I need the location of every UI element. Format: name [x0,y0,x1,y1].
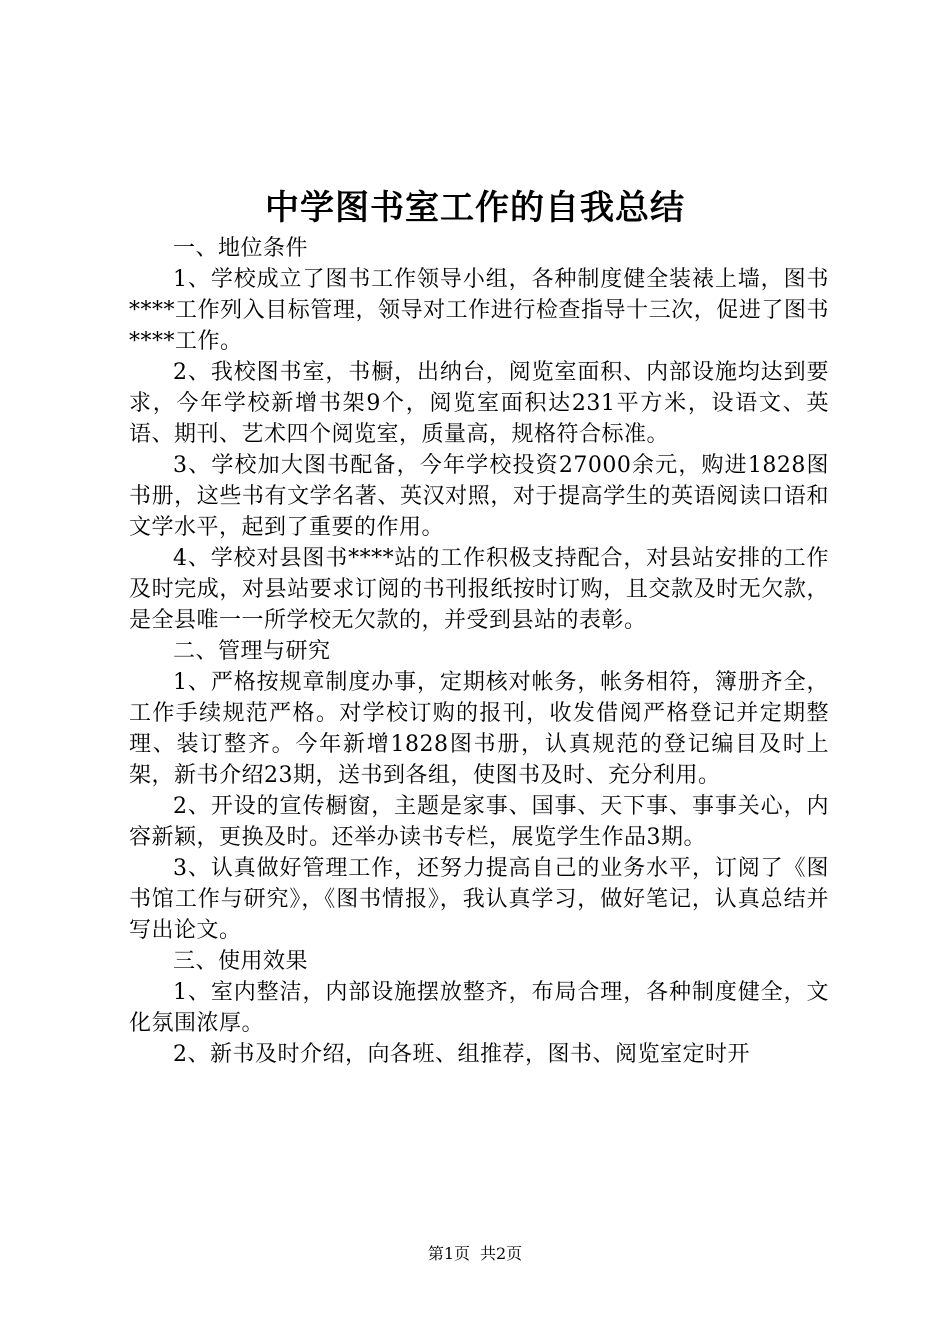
section-heading-effects: 三、使用效果 [173,949,309,974]
page-total: 共2页 [480,1244,523,1263]
document-title: 中学图书室工作的自我总结 [265,188,685,228]
document-body [129,233,829,1070]
section-heading-management: 二、管理与研究 [173,639,331,664]
page-footer [0,1243,950,1265]
section-heading-conditions: 一、地位条件 [173,236,309,261]
page-number: 第1页 [427,1244,470,1263]
paragraph: 2、我校图书室，书橱，出纳台，阅览室面积、内部设施均达到要求，今年学校新增书架9个，阅览室面积达231平方米，设语文、英语、期刊、艺术四个阅览室，质量高，规格符合标准。 [129,360,829,447]
paragraph: 1、严格按规章制度办事，定期核对帐务，帐务相符，簿册齐全，工作手续规范严格。对学校订购的报刊，收发借阅严格登记并定期整理、装订整齐。今年新增1828图书册，认真规范的登记编目及时上架，新书介绍23期，送书到各组，使图书及时、充分利用。 [129,670,829,788]
paragraph: 1、学校成立了图书工作领导小组，各种制度健全装裱上墙，图书****工作列入目标管理，领导对工作进行检查指导十三次，促进了图书****工作。 [129,267,829,354]
paragraph: 4、学校对县图书****站的工作积极支持配合，对县站安排的工作及时完成，对县站要求订阅的书刊报纸按时订购，且交款及时无欠款，是全县唯一一所学校无欠款的，并受到县站的表彰。 [129,546,829,633]
paragraph: 2、新书及时介绍，向各班、组推荐，图书、阅览室定时开 [173,1042,750,1067]
paragraph: 1、室内整洁，内部设施摆放整齐，布局合理，各种制度健全，文化氛围浓厚。 [129,980,829,1036]
paragraph: 3、认真做好管理工作，还努力提高自己的业务水平，订阅了《图书馆工作与研究》，《图书情报》，我认真学习，做好笔记，认真总结并写出论文。 [129,856,829,943]
paragraph: 3、学校加大图书配备，今年学校投资27000余元，购进1828图书册，这些书有文学名著、英汉对照，对于提高学生的英语阅读口语和文学水平，起到了重要的作用。 [129,453,829,540]
paragraph: 2、开设的宣传橱窗，主题是家事、国事、天下事、事事关心，内容新颖，更换及时。还举办读书专栏，展览学生作品3期。 [129,794,829,850]
